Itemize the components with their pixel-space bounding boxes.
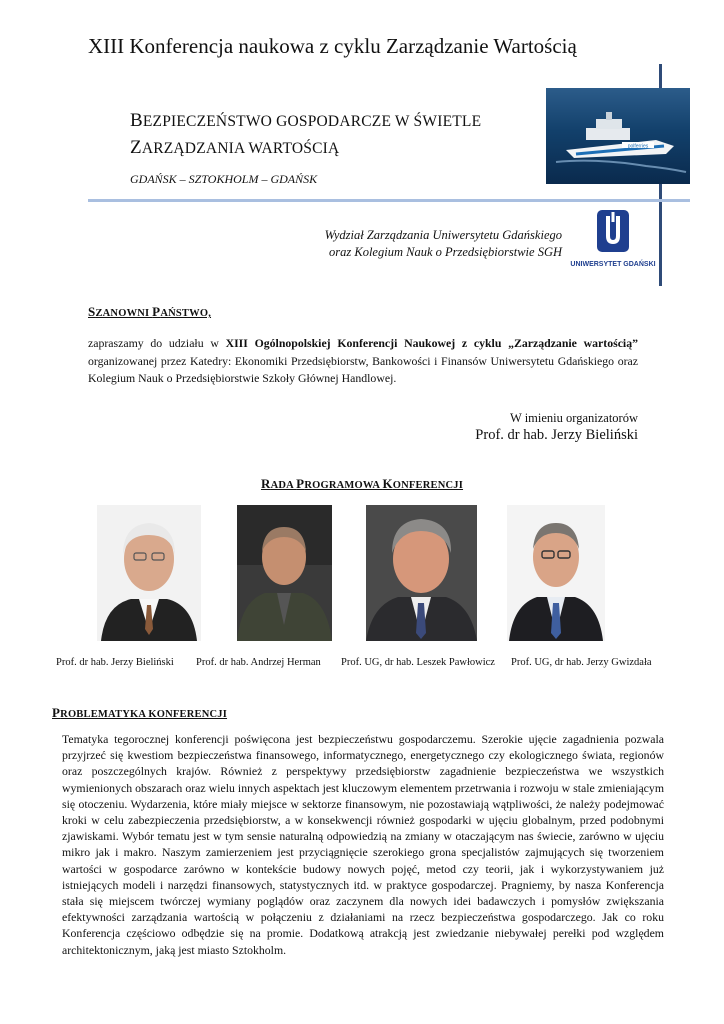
salutation [88, 304, 211, 320]
salutation-cap-2: P [152, 304, 161, 319]
salutation-cap-1: S [88, 304, 96, 319]
faculty-line-1: Wydział Zarządzania Uniwersytetu Gdańskiego [324, 228, 562, 242]
title-line-1: EZPIECZEŃSTWO GOSPODARCZE W ŚWIETLE [142, 113, 482, 130]
logo-text: UNIWERSYTET GDAŃSKI [570, 261, 656, 268]
council-rest-2: ROGRAMOWA [304, 480, 383, 491]
signer-name: Prof. dr hab. Jerzy Bieliński [475, 427, 638, 443]
portrait-member-4 [507, 505, 605, 641]
problems-cap: P [52, 705, 61, 720]
title-initial-1: B [130, 110, 143, 131]
intro-text-2: organizowanej przez Katedry: Ekonomiki Przedsiębiorstw, Bankowości i Finansów Uniwersytetu Gdańskiego oraz Kolegium Nauk o Przedsiębiorstwie Szkoły Głównej Handlowej. [88, 353, 638, 385]
ferry-hull-text: polferries [627, 143, 649, 150]
route-subtitle: GDAŃSK – SZTOKHOLM – GDAŃSK [130, 172, 318, 186]
portrait-member-2 [237, 505, 332, 641]
ferry-photo [546, 88, 690, 184]
organizer-faculty [250, 227, 562, 261]
faculty-line-2: oraz Kolegium Nauk o Przedsiębiorstwie SGH [329, 245, 562, 259]
on-behalf-text: W imieniu organizatorów [510, 411, 638, 425]
problems-rest: ROBLEMATYKA KONFERENCJI [60, 709, 228, 720]
title-line-2: ARZĄDZANIA WARTOŚCIĄ [141, 140, 340, 157]
main-title [130, 108, 481, 162]
member-caption-1: Prof. dr hab. Jerzy Bieliński [56, 657, 174, 668]
member-caption-4: Prof. UG, dr hab. Jerzy Gwizdała [511, 657, 652, 668]
portrait-member-1 [97, 505, 201, 641]
council-rest-3: ONFERENCJI [392, 480, 464, 491]
council-rest-1: ADA [270, 480, 297, 491]
university-logo [570, 208, 656, 274]
member-caption-2: Prof. dr hab. Andrzej Herman [196, 657, 321, 668]
salutation-rest-2: AŃSTWO, [160, 308, 212, 319]
horizontal-divider [88, 199, 690, 202]
intro-text-1: zapraszamy do udziału w [88, 336, 226, 350]
member-caption-3: Prof. UG, dr hab. Leszek Pawłowicz [341, 657, 495, 668]
problems-paragraph: Tematyka tegorocznej konferencji poświęcona jest bezpieczeństwu gospodarczemu. Szerokie ujęcie zagadnienia pozwala przyjrzeć się kwestiom bezpieczeństwa finansowego, informatycznego, energetycznego czy ekologicznego świata, regionów oraz poszczególnych krajów. Również z perspektywy przedsiębiorstw zagadnienie bezpieczeństwa we wszystkich wymienionych obszarach oraz wielu innych aspektach jest kluczowym elementem przetrwania i rozwoju w stale zmieniającym się otoczeniu. Wydarzenia, które miały miejsce w sektorze finansowym, nie pozostawiają wątpliwości, że należy podejmować kroki w celu zabezpieczenia przedsiębiorstw, a w konsekwencji również gospodarki w ujęciu globalnym, przed podobnymi zjawiskami. Wybór tematu jest w tym sensie naturalną odpowiedzią na zmiany w otaczającym nas świecie, zarówno w ujęciu mikro jak i makro. Naszym zamierzeniem jest przyciągnięcie szerokiego grona specjalistów zajmujących się tworzeniem wartości w gospodarce zarówno w kontekście budowy nowych pojęć, metod czy teorii, jak i wykorzystywaniem już istniejących modeli i narzędzi finansowych, statystycznych itd. w praktyce gospodarczej. Pragniemy, by nasza Konferencja stała się miejscem twórczej wymiany poglądów oraz zaczynem dla nowych idei badawczych i pomysłów zwiększania efektywności zarządzania wartością w połączeniu z działaniami na rzecz bezpieczeństwa gospodarczego. Jak co roku Konferencja częściowo odbędzie się na promie. Dodatkową atrakcją jest zwiedzanie niebywałej perełki pod względem architektonicznym, jaką jest miasto Sztokholm. [62, 732, 664, 957]
council-cap-2: P [296, 476, 305, 491]
invitation-paragraph [88, 335, 638, 388]
council-cap-1: R [260, 476, 271, 491]
program-council-heading [0, 476, 724, 492]
salutation-rest-1: ZANOWNI [95, 308, 153, 319]
conference-name: XIII Ogólnopolskiej Konferencji Naukowej z cyklu „Zarządzanie wartością” [225, 336, 638, 350]
problems-heading [52, 705, 227, 721]
title-initial-2: Z [130, 137, 142, 158]
council-cap-3: K [382, 476, 393, 491]
conference-header: XIII Konferencja naukowa z cyklu Zarządzanie Wartością [88, 34, 577, 58]
portrait-member-3 [366, 505, 477, 641]
